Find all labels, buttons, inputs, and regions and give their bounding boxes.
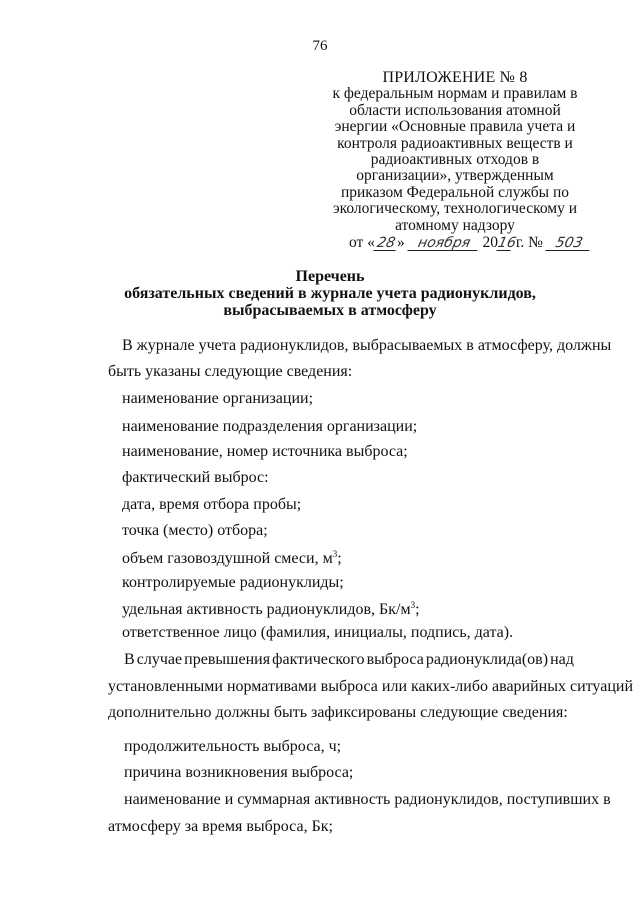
approval-year-prefix: 20 [482, 234, 498, 251]
list-item-text: удельная активность радионуклидов, Бк/м [122, 601, 411, 618]
last-line: наименование и суммарная активность радионуклидов, поступивших в [124, 791, 611, 808]
appendix-line: организации», утвержденным [356, 167, 554, 185]
para2-line: дополнительно должны быть зафиксированы следующие сведения: [108, 704, 568, 721]
title-line: обязательных сведений в журнале учета радионуклидов, [124, 285, 536, 302]
list-item-tail: ; [415, 601, 420, 618]
superscript: 3 [410, 600, 416, 610]
list-item: ответственное лицо (фамилия, инициалы, подпись, дата). [122, 624, 514, 641]
list-item: наименование, номер источника выброса; [122, 443, 408, 460]
appendix-header [320, 70, 590, 234]
appendix-title: ПРИЛОЖЕНИЕ № 8 [382, 69, 528, 86]
list-item-tail: ; [337, 550, 342, 567]
approval-day: 28 [373, 236, 398, 251]
appendix-line: атомному надзору [395, 216, 515, 234]
approval-line [349, 234, 609, 252]
list-item [122, 549, 342, 568]
list-item: продолжительность выброса, ч; [124, 738, 342, 755]
appendix-line: контроля радиоактивных веществ и [337, 134, 573, 152]
appendix-line: области использования атомной [349, 101, 561, 119]
intro-line: В журнале учета радионуклидов, выбрасываемых в атмосферу, должны [122, 337, 612, 354]
list-item: дата, время отбора пробы; [122, 496, 302, 513]
approval-year-suffix: 16 [496, 235, 518, 251]
word: над [550, 651, 574, 668]
list-item [122, 600, 420, 619]
list-item: причина возникновения выброса; [124, 764, 354, 781]
para2-line: установленными нормативами выброса или каких-либо аварийных ситуаций [108, 678, 633, 695]
appendix-line: энергии «Основные правила учета и [334, 118, 576, 136]
page-number: 76 [312, 38, 328, 54]
appendix-line: радиоактивных отходов в [370, 151, 540, 169]
appendix-line: экологическому, технологическому и [332, 200, 578, 218]
list-item: наименование подразделения организации; [122, 418, 418, 435]
list-item-text: объем газовоздушной смеси, м [122, 550, 333, 567]
approval-number: 503 [545, 236, 592, 251]
intro-line: быть указаны следующие сведения: [108, 363, 353, 380]
word: случае [136, 651, 183, 668]
word: радионуклида(ов) [425, 651, 549, 668]
approval-number-label: г. № [515, 234, 543, 251]
word: выброса [366, 651, 424, 668]
para2-line [124, 651, 574, 669]
word: фактического [272, 651, 365, 668]
superscript: 3 [332, 549, 338, 559]
appendix-line: приказом Федеральной службы по [340, 183, 570, 201]
approval-prefix: от « [349, 234, 375, 251]
title-line: Перечень [295, 268, 365, 285]
list-item: точка (место) отбора; [122, 522, 268, 539]
list-item: контролируемые радионуклиды; [122, 574, 344, 591]
justified-line [124, 651, 574, 669]
last-line: атмосферу за время выброса, Бк; [108, 818, 333, 835]
list-item: фактический выброс: [122, 469, 269, 486]
list-item: наименование организации; [122, 390, 314, 407]
approval-month: ноября [407, 236, 480, 251]
title-line: выбрасываемых в атмосферу [223, 302, 437, 319]
word: В [124, 651, 135, 668]
word: превышения [184, 651, 271, 668]
appendix-line: к федеральным нормам и правилам в [332, 85, 578, 103]
document-title [80, 268, 580, 319]
approval-quote-close: » [396, 234, 405, 251]
